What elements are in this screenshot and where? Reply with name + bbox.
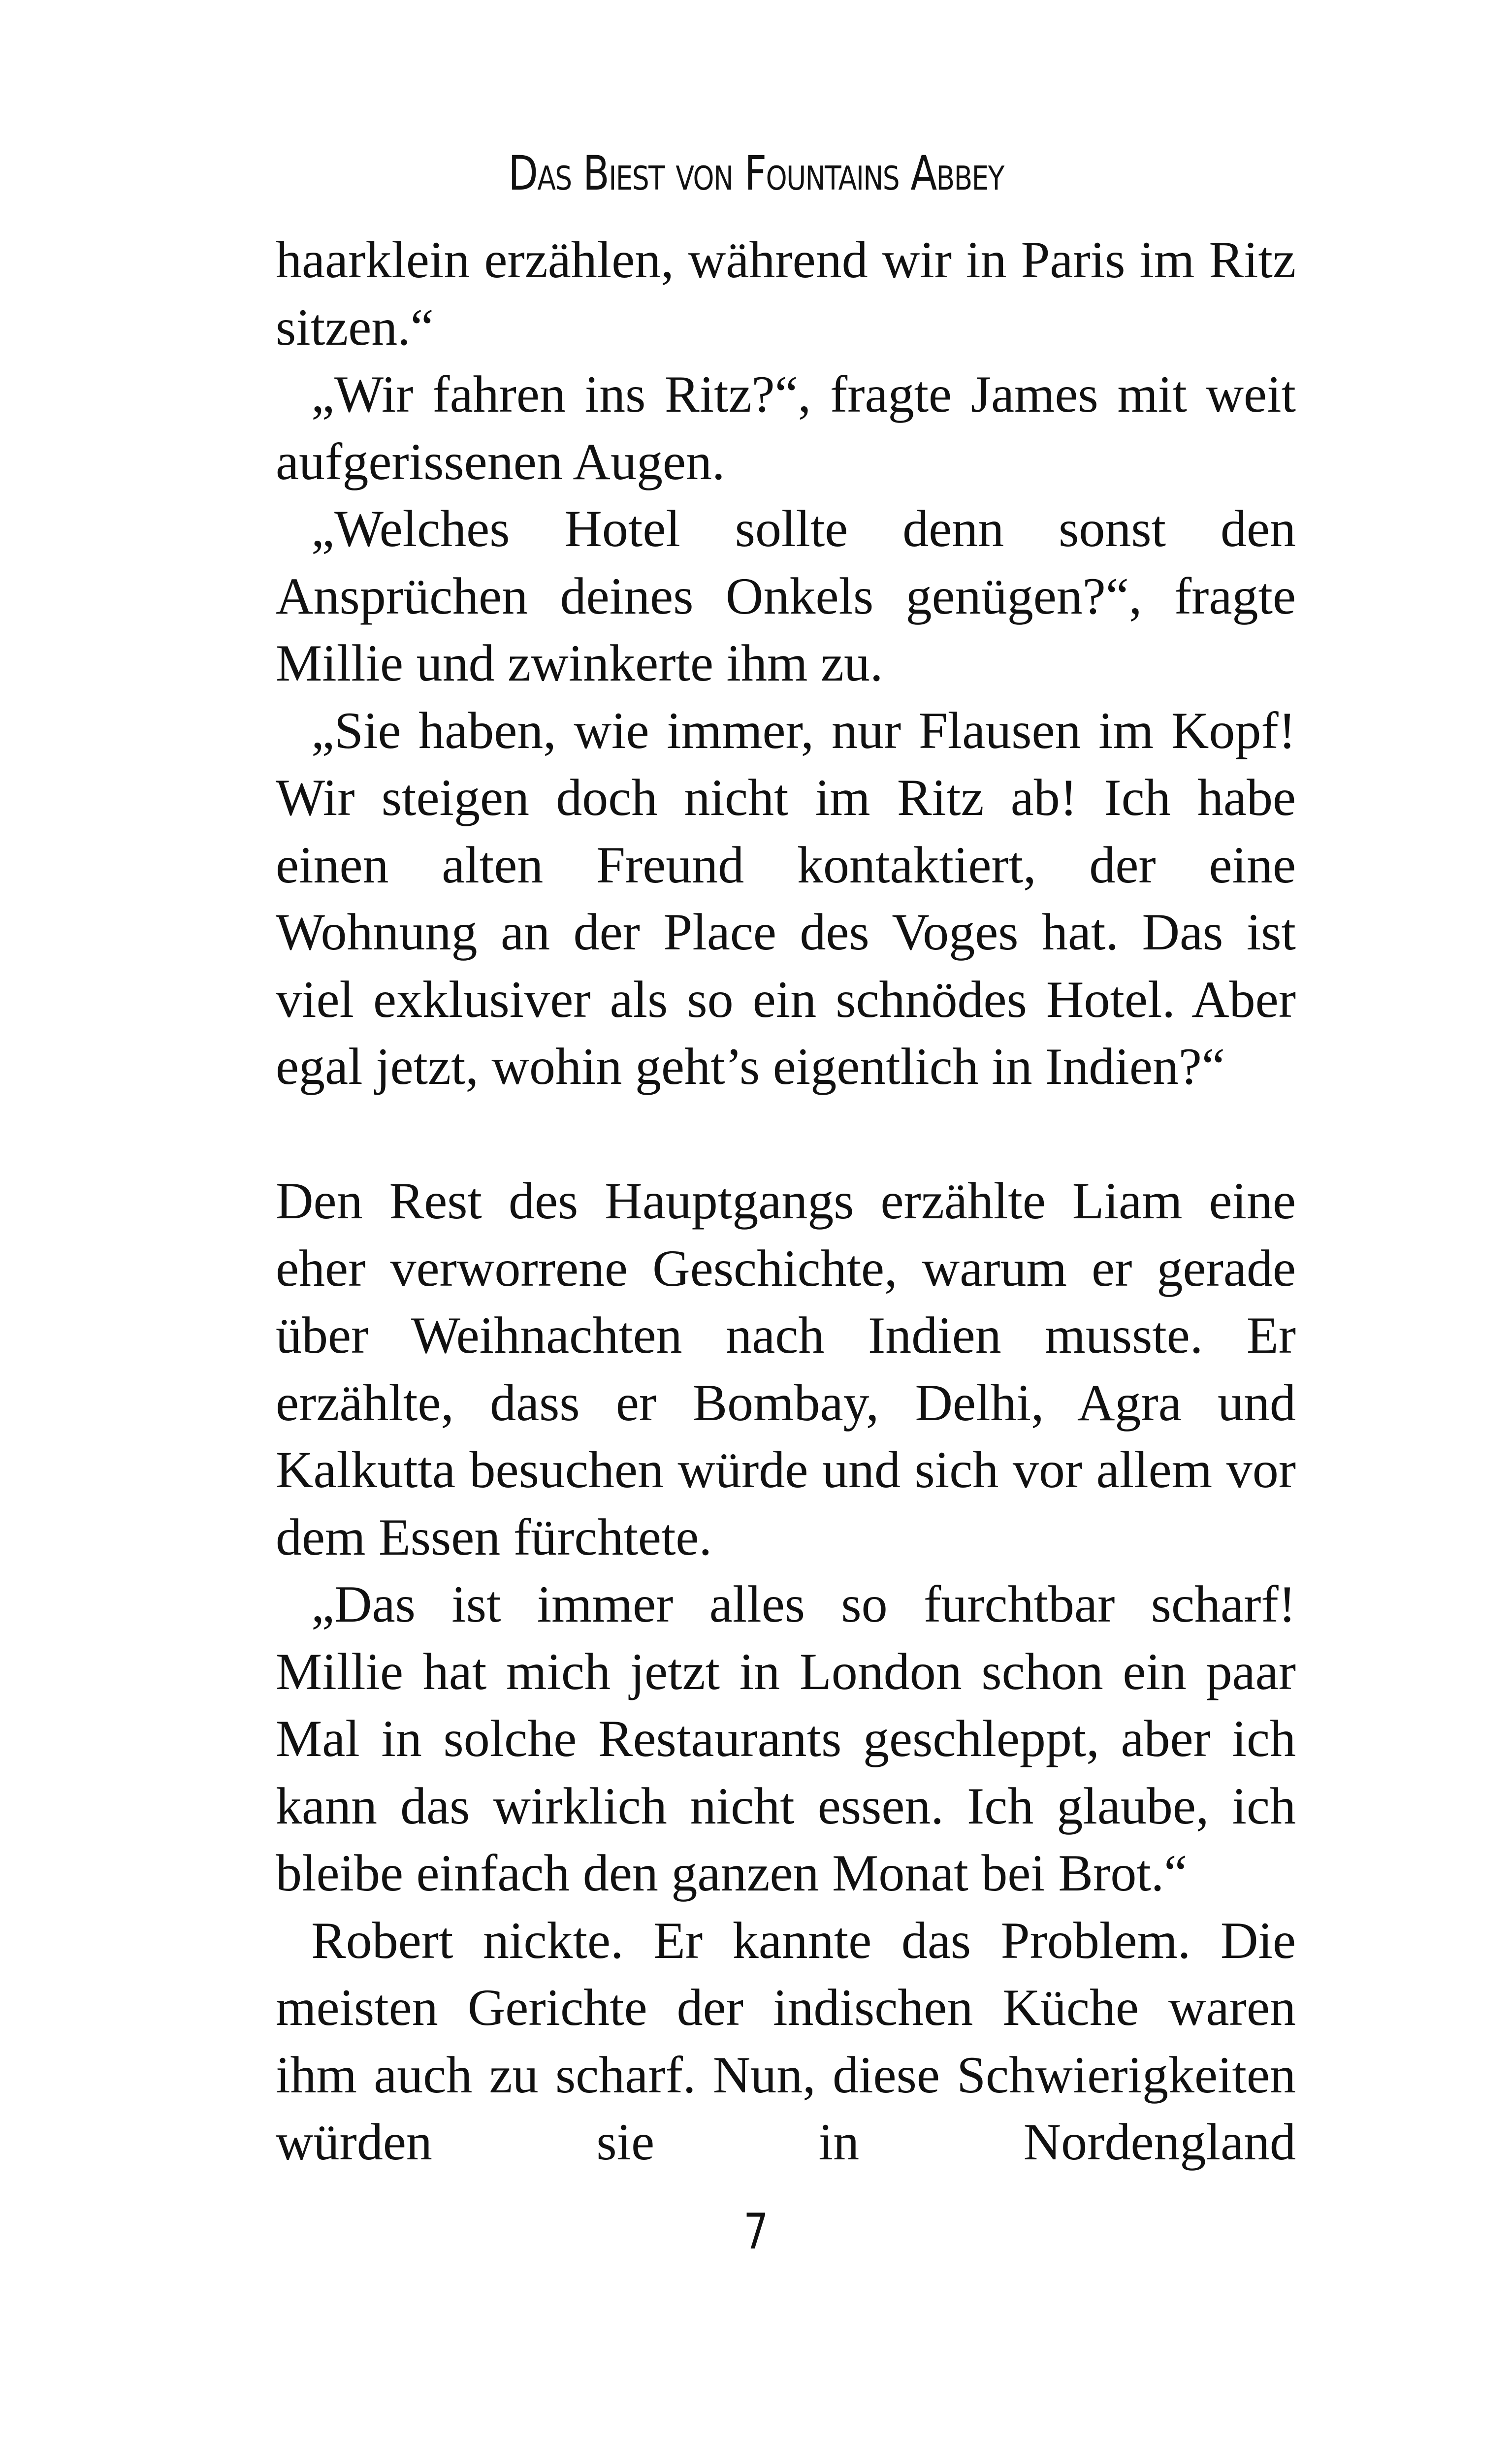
paragraph: Robert nickte. Er kannte das Problem. Die meisten Gerichte der indischen Küche waren ihm auch zu scharf. Nun, diese Schwierigkeiten würden sie in Nordengland [276, 1911, 1296, 2171]
page-number: 7 [743, 2203, 769, 2260]
running-head: Das Biest von Fountains Abbey [508, 146, 1004, 201]
paragraph: „Welches Hotel sollte denn sonst den Ansprüchen deines Onkels genügen?“, fragte Millie und zwinkerte ihm zu. [276, 500, 1296, 692]
paragraph: Den Rest des Hauptgangs erzählte Liam eine eher verworrene Geschichte, warum er gerade über Weihnachten nach Indien musste. Er erzählte, dass er Bombay, Delhi, Agra und Kalkutta besuchen würde und sich vor allem vor dem Essen fürchtete. [276, 1172, 1296, 1566]
paragraph: „Das ist immer alles so furchtbar scharf! Millie hat mich jetzt in London schon ein paar Mal in solche Restaurants geschleppt, aber ich kann das wirklich nicht essen. Ich glaube, ich bleibe einfach den ganzen Monat bei Brot.“ [276, 1575, 1296, 1902]
paragraph: „Sie haben, wie immer, nur Flausen im Kopf! Wir steigen doch nicht im Ritz ab! Ich habe einen alten Freund kontaktiert, der eine Wohnung an der Place des Voges hat. Das ist viel exklusiver als so ein schnödes Hotel. Aber egal jetzt, wohin geht’s eigentlich in Indien?“ [276, 701, 1296, 1095]
body-text [276, 227, 1296, 2176]
paragraph: haarklein erzählen, während wir in Paris im Ritz sitzen.“ [276, 231, 1296, 356]
paragraph: „Wir fahren ins Ritz?“, fragte James mit weit aufgerissenen Augen. [276, 365, 1296, 490]
